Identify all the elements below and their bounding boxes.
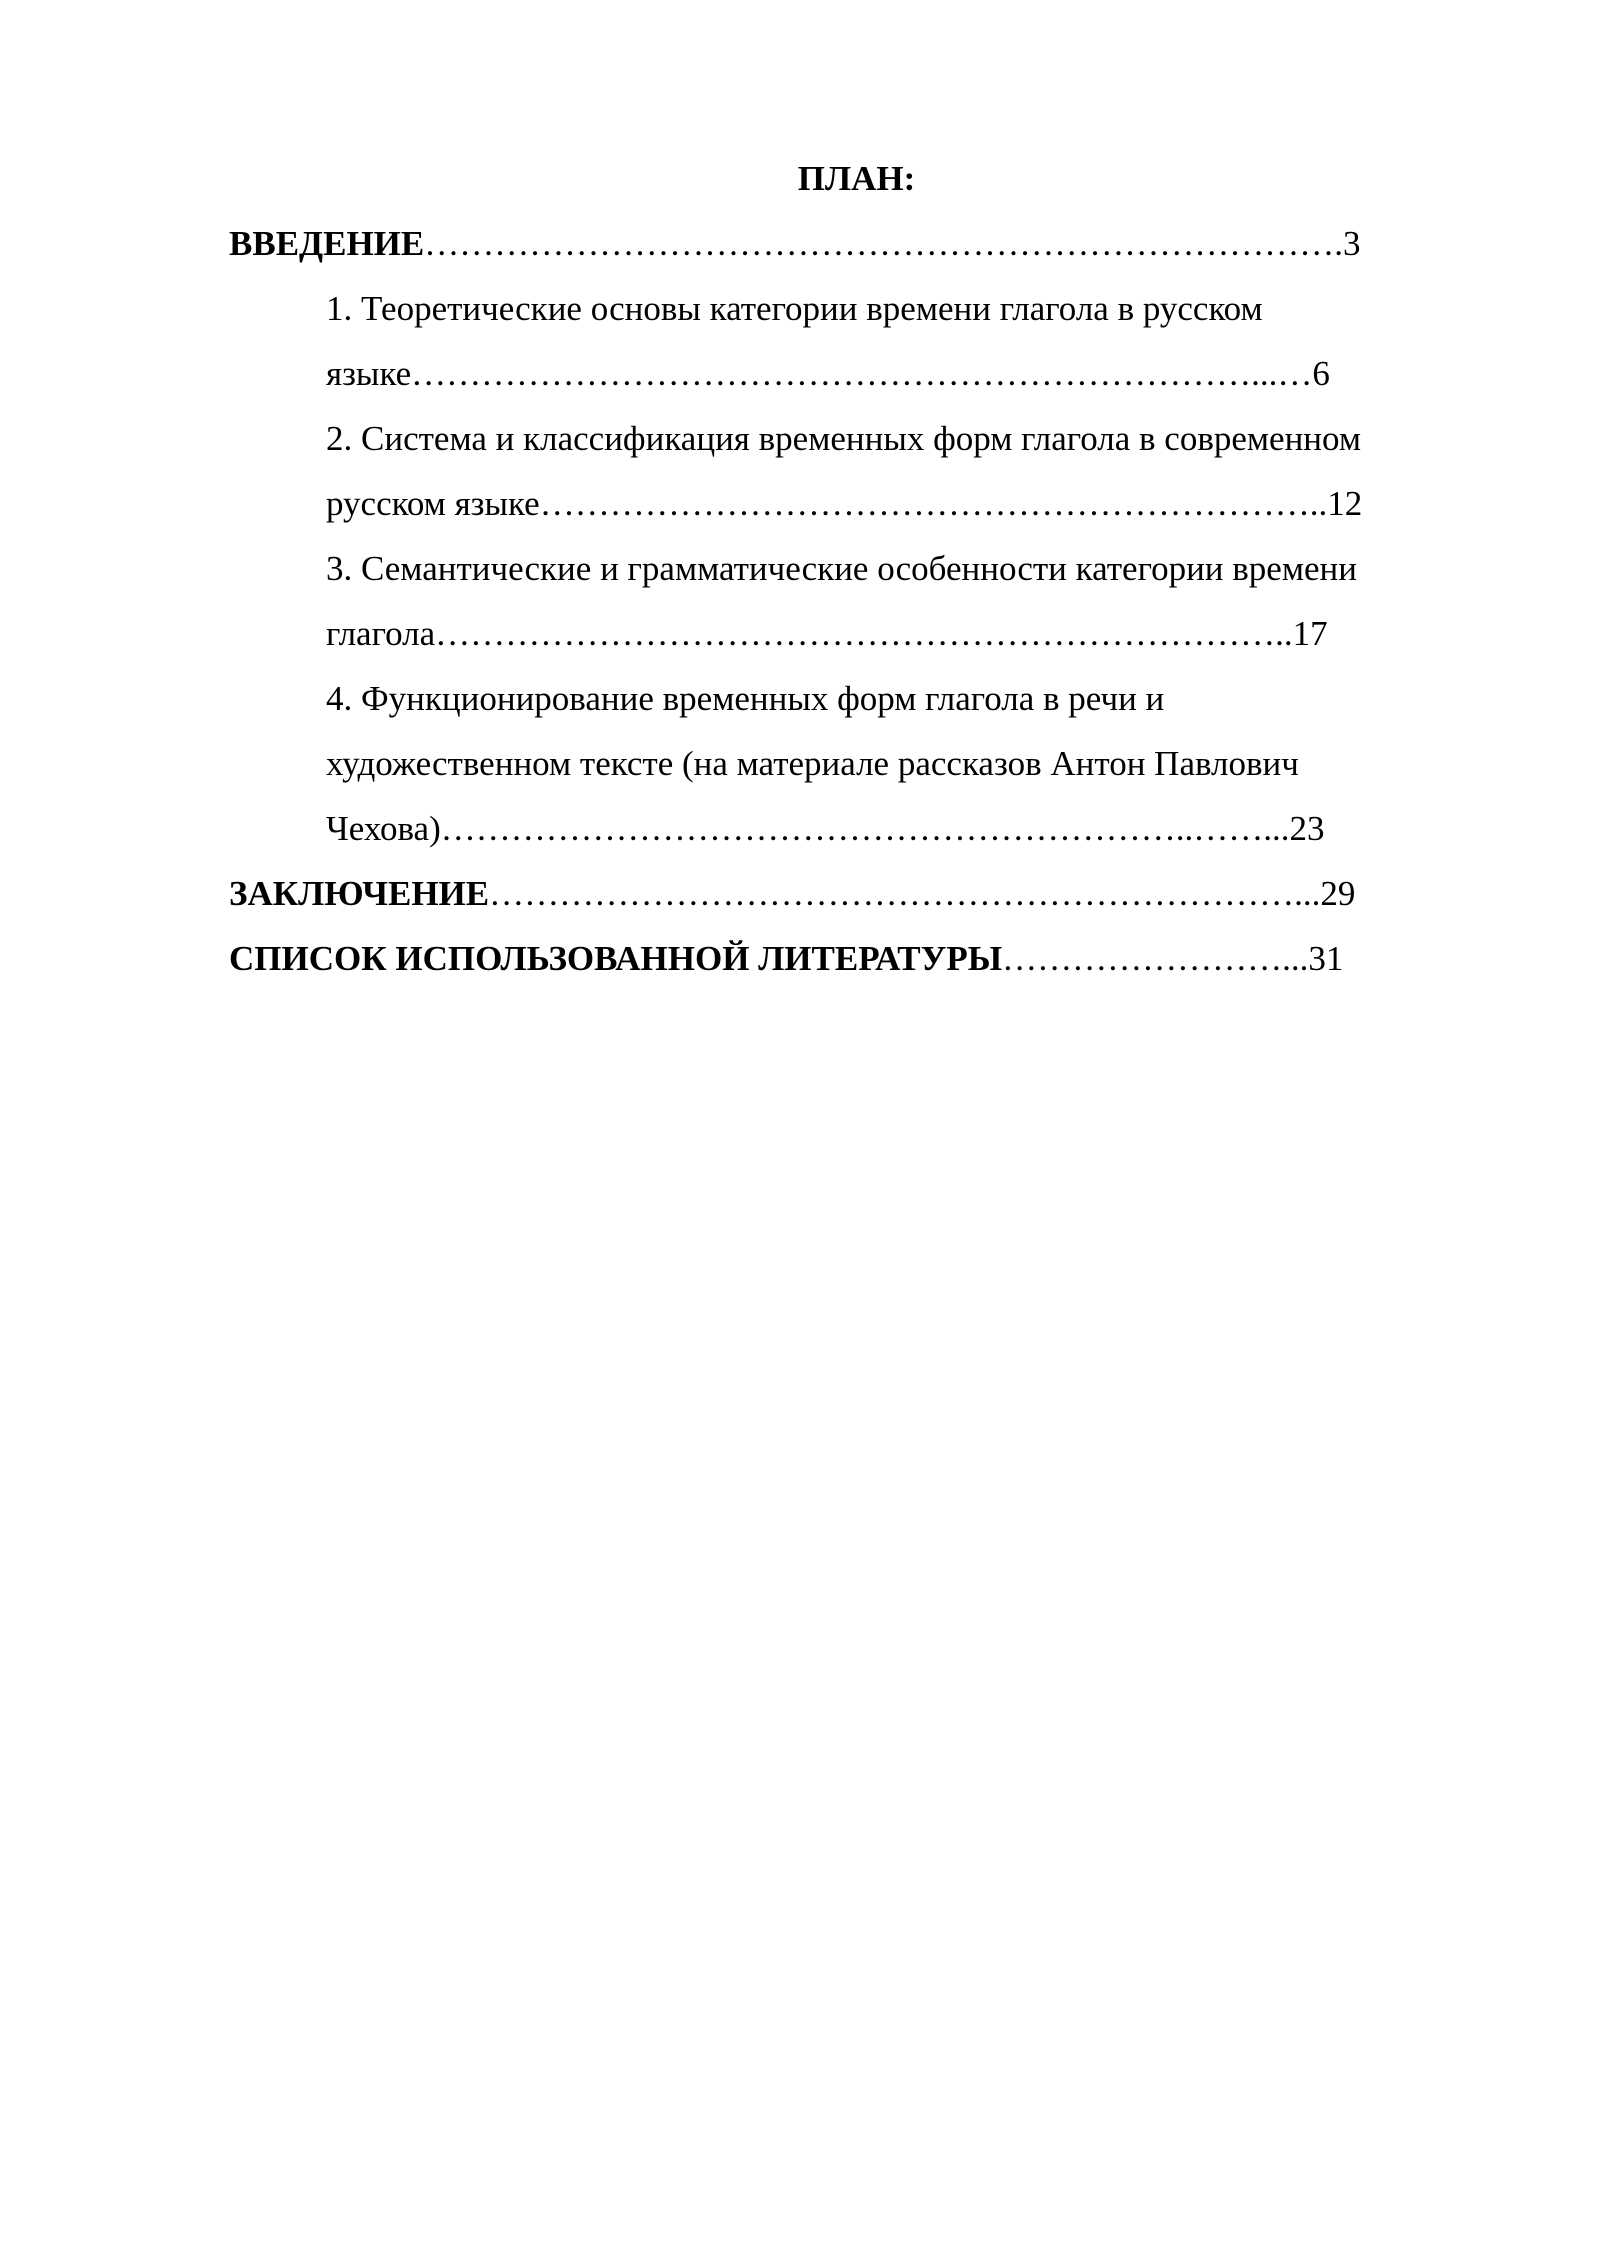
page-number: 17: [1292, 614, 1328, 653]
toc-entry-text-line: 1. Теоретические основы категории времени глагола в русском: [326, 289, 1263, 328]
toc-entry-chapter-4: [229, 666, 1484, 861]
toc-entry-text-line: 4. Функционирование временных форм глагола в речи и: [326, 679, 1165, 718]
page-number: 31: [1308, 939, 1344, 978]
dot-leader: ……………………...: [1002, 939, 1309, 978]
toc-entry-last-line: [326, 471, 1484, 536]
dot-leader: ……………………………………………………………...: [489, 874, 1321, 913]
page-number: 29: [1320, 874, 1356, 913]
toc-entry-text: глагола: [326, 614, 436, 653]
dot-leader: …………………………………………………………..: [539, 484, 1328, 523]
toc-entry-text: русском языке: [326, 484, 540, 523]
toc-entry-last-line: [326, 341, 1484, 406]
toc-entry-introduction: [229, 211, 1484, 276]
toc-entry-last-line: [326, 601, 1484, 666]
toc-entry-title: ЗАКЛЮЧЕНИЕ: [229, 874, 490, 913]
page-number: 23: [1289, 809, 1325, 848]
dot-leader: ………………………………………………………..……...: [440, 809, 1290, 848]
dot-leader: ………………………………………………………………...…: [411, 354, 1313, 393]
toc-entry-last-line: [326, 796, 1484, 861]
toc-entry-text: Чехова): [326, 809, 441, 848]
table-of-contents: [229, 146, 1484, 991]
page-number: 3: [1343, 224, 1361, 263]
page-number: 6: [1312, 354, 1330, 393]
dot-leader: ………………………………………………………………..: [435, 614, 1293, 653]
toc-entry-chapter-3: [229, 536, 1484, 666]
toc-entry-text-line: 2. Система и классификация временных форм глагола в современном: [326, 419, 1362, 458]
dot-leader: …………………………………………………………………….: [424, 224, 1344, 263]
toc-entry-text-line: 3. Семантические и грамматические особенности категории времени: [326, 549, 1357, 588]
toc-entry-title: ВВЕДЕНИЕ: [229, 224, 425, 263]
toc-entry-text-line: художественном тексте (на материале рассказов Антон Павлович: [326, 744, 1299, 783]
toc-entry-bibliography: [229, 926, 1484, 991]
page-title: ПЛАН:: [797, 159, 916, 198]
toc-entry-chapter-1: [229, 276, 1484, 406]
page-number: 12: [1327, 484, 1363, 523]
toc-entry-conclusion: [229, 861, 1484, 926]
toc-entry-title: СПИСОК ИСПОЛЬЗОВАННОЙ ЛИТЕРАТУРЫ: [229, 939, 1003, 978]
toc-entry-text: языке: [326, 354, 412, 393]
toc-entry-chapter-2: [229, 406, 1484, 536]
